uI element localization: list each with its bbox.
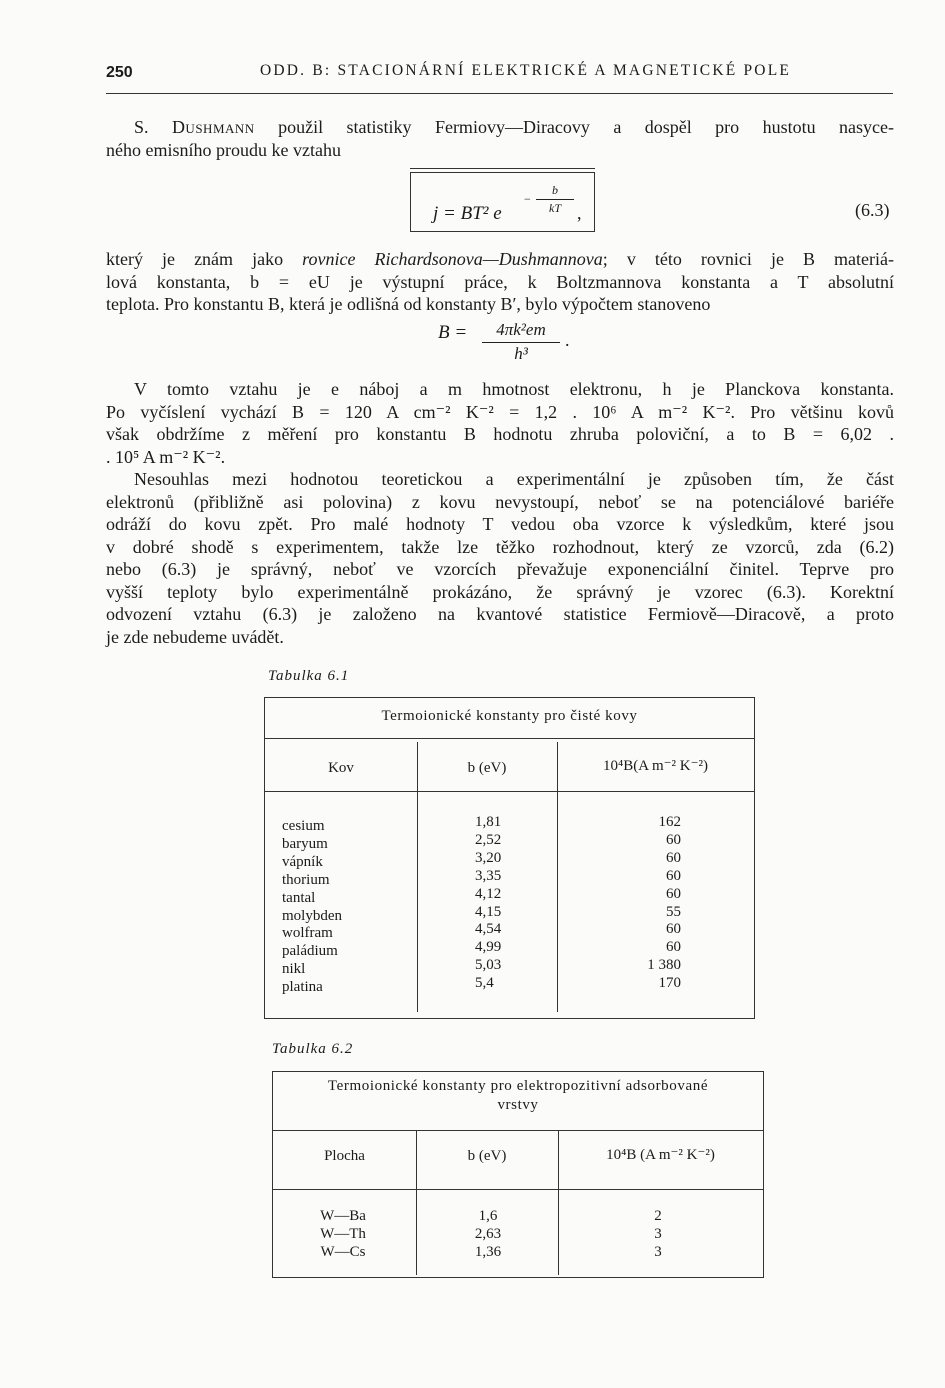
table-rule [265, 791, 754, 792]
formula-exponent: b − kT [536, 183, 574, 216]
paragraph-line: Nesouhlas mezi hodnotou teoretickou a experimentální je způsoben tím, že část [134, 469, 894, 489]
table-cell: 60 [666, 885, 681, 902]
column-header: Plocha [324, 1148, 365, 1164]
table-rule [265, 738, 754, 739]
table-adsorbed-layers [272, 1071, 764, 1278]
table-cell: W—Th [320, 1225, 366, 1242]
table-cell: 60 [666, 831, 681, 848]
paragraph-line: Po vyčíslení vychází B = 120 A cm⁻² K⁻² = 1,2 . 10⁶ A m⁻² K⁻². Pro většinu kovů [106, 401, 894, 422]
page-number: 250 [106, 64, 133, 81]
paragraph-line: ného emisního proudu ke vztahu [106, 139, 341, 160]
table-cell: 4,54 [475, 921, 502, 938]
formula-box: j = BT² e b − kT , [410, 172, 595, 232]
table-caption-6-2: Tabulka 6.2 [272, 1041, 354, 1057]
equation-name: rovnice Richardsonova—Dushmannova [302, 249, 603, 269]
table-cell: 3 [654, 1243, 662, 1260]
table-cell: wolfram [282, 925, 333, 942]
paragraph-line: však obdržíme z měření pro konstantu B hodnotu zhruba poloviční, a to B = 6,02 . [106, 424, 894, 444]
equation-number: (6.3) [855, 200, 890, 220]
table-cell: nikl [282, 961, 306, 978]
paragraph-line: odvození vztahu (6.3) je založeno na kvantové statistice Fermiově—Diracově, a proto [106, 604, 894, 624]
table-cell: thorium [282, 871, 330, 888]
table-cell: 55 [666, 903, 681, 920]
table-cell: paládium [282, 943, 338, 960]
table-cell: 1,36 [474, 1243, 502, 1260]
table-cell: platina [282, 979, 323, 996]
table-cell: 3 [654, 1225, 662, 1242]
paragraph-line: teplota. Pro konstantu B, která je odlišná od konstanty B′, bylo výpočtem stanoveno [106, 294, 711, 314]
paragraph-line: . 10⁵ A m⁻² K⁻². [106, 446, 226, 467]
table-cell: 2,63 [474, 1225, 502, 1242]
running-title: ODD. B: STACIONÁRNÍ ELEKTRICKÉ A MAGNETICKÉ POLE [260, 62, 792, 79]
table-cell: 60 [666, 939, 681, 956]
table-cell: 3,20 [475, 849, 502, 866]
paragraph-line: v dobré shodě s experimentem, takže lze těžko rozhodnout, který ze vzorců, zda (6.2) [106, 536, 894, 557]
paragraph-constants [106, 378, 894, 468]
table-cell: 4,15 [475, 903, 502, 920]
table-title: vrstvy [497, 1097, 539, 1113]
table-cell: cesium [282, 818, 325, 834]
table-title: Termoionické konstanty pro čisté kovy [381, 708, 638, 724]
paragraph-line: vyšší teploty bylo experimentálně prokázáno, že správný je vzorec (6.3). Korektní [106, 581, 894, 602]
column-10-4-b [643, 1208, 673, 1262]
column-b [475, 814, 501, 993]
table-cell: 4,12 [475, 885, 502, 902]
paragraph-line: nebo (6.3) je správný, neboť ve vzorcích převažuje exponenciální činitel. Teprve pro [106, 559, 894, 579]
column-surface [303, 1208, 383, 1262]
table-rule [273, 1130, 763, 1131]
column-header: Kov [328, 760, 354, 776]
paragraph-line: elektronů (přibližně asi polovina) z kovu nevystoupí, neboť se na potenciálové bariéře [106, 491, 894, 512]
column-header: b (eV) [467, 1148, 507, 1164]
table-cell: 1 380 [647, 957, 681, 974]
table-caption-6-1: Tabulka 6.1 [268, 668, 350, 684]
table-cell: 60 [666, 867, 681, 884]
paragraph-intro [106, 116, 894, 161]
column-header: b (eV) [467, 760, 507, 776]
table-rule [273, 1189, 763, 1190]
formula-richardson: j = BT² e [433, 203, 502, 224]
column-divider [417, 742, 418, 1012]
table-cell: W—Ba [320, 1208, 366, 1224]
table-cell: 170 [658, 975, 681, 992]
column-divider [557, 742, 558, 1012]
table-cell: 4,99 [475, 939, 502, 956]
table-cell: baryum [282, 835, 328, 852]
table-cell: 5,4 [475, 975, 494, 992]
table-cell: 5,03 [475, 957, 502, 974]
header-rule [106, 93, 893, 94]
column-10-4-b [625, 814, 681, 993]
table-cell: tantal [282, 889, 316, 906]
author-name: Dushmann [171, 117, 255, 137]
table-cell: 60 [666, 921, 681, 938]
table-cell: 1,81 [475, 814, 502, 830]
paragraph-line: V tomto vztahu je e náboj a m hmotnost elektronu, h je Planckova konstanta. [134, 379, 894, 399]
paragraph-discrepancy [106, 468, 894, 648]
column-metal [282, 818, 342, 997]
table-cell: 2 [654, 1208, 662, 1224]
paragraph-line: odráží do kovu zpět. Pro malé hodnoty T vedou oba vzorce k výsledkům, které jsou [106, 514, 894, 534]
table-cell: 3,35 [475, 867, 502, 884]
column-header: 10⁴B (A m⁻² K⁻²) [606, 1147, 715, 1163]
formula-b-fraction: 4πk²em h³ [482, 320, 560, 364]
column-b [453, 1208, 523, 1262]
table-cell: 1,6 [478, 1208, 498, 1224]
column-header: 10⁴B(A m⁻² K⁻²) [602, 758, 709, 774]
table-cell: 60 [666, 849, 681, 866]
paragraph-line: který je znám jako rovnice Richardsonova—Dushmannova; v této rovnici je B materiá- [106, 249, 894, 269]
table-pure-metals [264, 697, 755, 1019]
table-cell: vápník [282, 853, 323, 870]
table-cell: 2,52 [475, 831, 502, 848]
table-cell: molybden [282, 907, 342, 924]
table-cell: W—Cs [320, 1243, 366, 1260]
paragraph-line: lová konstanta, b = eU je výstupní práce, k Boltzmannova konstanta a T absolutní [106, 271, 894, 292]
table-cell: 162 [658, 814, 681, 830]
formula-b-lhs: B = [438, 322, 468, 343]
paragraph-line: S. Dushmann použil statistiky Fermiovy—Diracovy a dospěl pro hustotu nasyce- [134, 117, 894, 137]
paragraph-richardson [106, 248, 894, 316]
table-title: Termoionické konstanty pro elektropozitivní adsorbované [327, 1078, 709, 1094]
paragraph-line: je zde nebudeme uvádět. [106, 626, 284, 647]
formula-b-dot: . [565, 330, 570, 350]
